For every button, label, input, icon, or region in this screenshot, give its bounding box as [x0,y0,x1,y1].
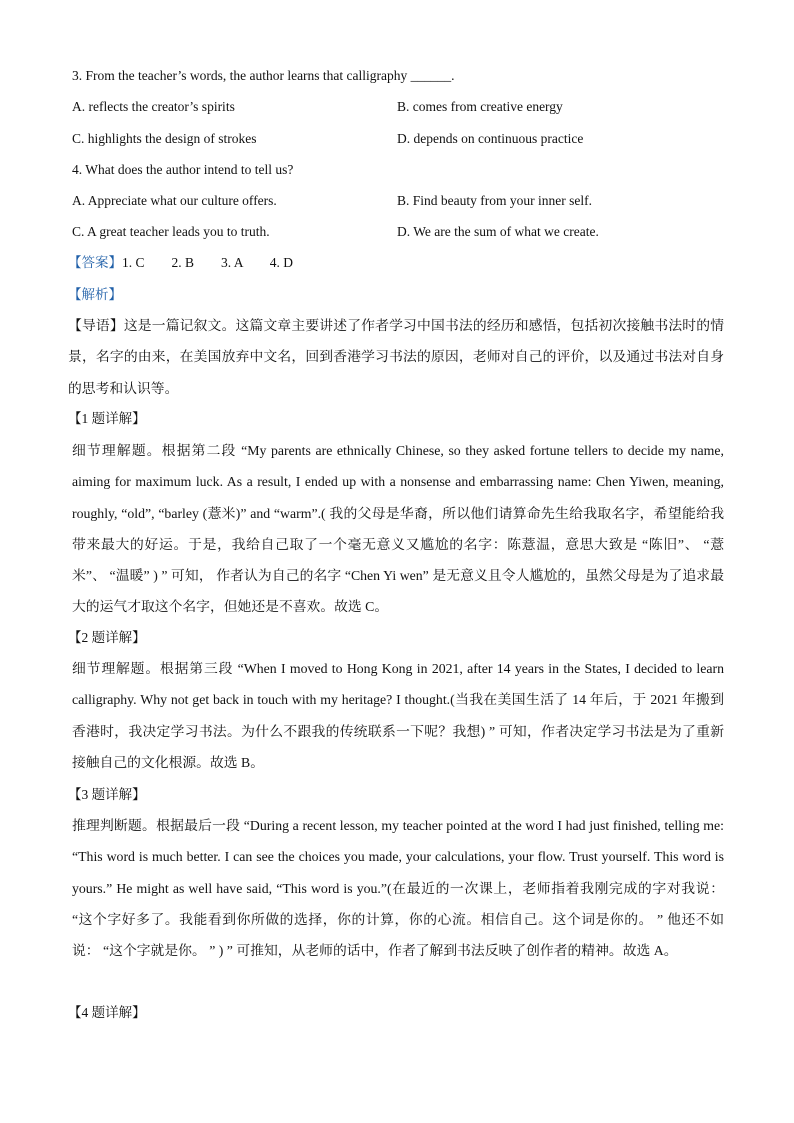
detail-3-heading: 【3 题详解】 [68,787,146,802]
q3-stem: 3. From the teacher’s words, the author learns that calligraphy ______. [72,68,455,83]
detail-3-paragraph: 推理判断题。根据最后一段 “During a recent lesson, my teacher pointed at the word I had just finished, telling me: “This word is much better. I can see the choices you made, your calculations, your flow. Trust yourself. This word is yours.” He might as well have said, “This word is you.”(在最近的一次课上，老师指着我刚完成的字对我说： “这个字好多了。我能看到你所做的选择，你的计算，你的心流。相信自己。这个词是你的。 ” 他还不如说： “这个字就是你。 ” ) ” 可推知，从老师的话中，作者了解到书法反映了创作者的精神。故选 A。 [72,818,724,959]
analysis-label: 【解析】 [68,287,122,302]
q3-option-b: B. comes from creative energy [397,99,563,114]
detail-4-heading: 【4 题详解】 [68,1005,146,1020]
detail-1-paragraph: 细节理解题。根据第二段 “My parents are ethnically Chinese, so they asked fortune tellers to decide my name, aiming for maximum luck. As a result, I ended up with a nonsense and embarrassing name: Chen Yiwen, meaning, roughly, “old”, “barley (薏米)” and “warm”.( 我的父母是华裔，所以他们请算命先生给我取名字，希望能给我带来最大的好运。于是，我给自己取了一个毫无意义又尴尬的名字：陈薏温，意思大致是 “陈旧”、 “薏米”、 “温暖” ) ” 可知， 作者认为自己的名字 “Chen Yi wen” 是无意义且令人尴尬的，虽然父母是为了追求最大的运气才取这个名字，但她还是不喜欢。故选 C。 [72,443,724,615]
q4-option-d: D. We are the sum of what we create. [397,224,599,239]
answer-line [68,254,293,272]
detail-1-heading: 【1 题详解】 [68,411,146,426]
q3-option-a: A. reflects the creator’s spirits [72,99,235,114]
detail-2-heading: 【2 题详解】 [68,630,146,645]
q4-stem: 4. What does the author intend to tell us? [72,162,294,177]
answer-label: 【答案】 [68,255,122,270]
q3-option-d: D. depends on continuous practice [397,131,584,146]
q4-option-c: C. A great teacher leads you to truth. [72,224,270,239]
q4-option-a: A. Appreciate what our culture offers. [72,193,277,208]
detail-2-paragraph: 细节理解题。根据第三段 “When I moved to Hong Kong in 2021, after 14 years in the States, I decided to learn calligraphy. Why not get back in touch with my heritage? I thought.(当我在美国生活了 14 年后，于 2021 年搬到香港时，我决定学习书法。为什么不跟我的传统联系一下呢？我想) ” 可知，作者决定学习书法是为了重新接触自己的文化根源。故选 B。 [72,661,724,770]
intro-paragraph: 【导语】这是一篇记叙文。这篇文章主要讲述了作者学习中国书法的经历和感悟，包括初次接触书法时的情景，名字的由来，在美国放弃中文名，回到香港学习书法的原因，老师对自己的评价，以及通过书法对自身的思考和认识等。 [68,318,724,396]
answer-values: 1. C 2. B 3. A 4. D [122,255,294,270]
q4-option-b: B. Find beauty from your inner self. [397,193,592,208]
q3-option-c: C. highlights the design of strokes [72,131,257,146]
